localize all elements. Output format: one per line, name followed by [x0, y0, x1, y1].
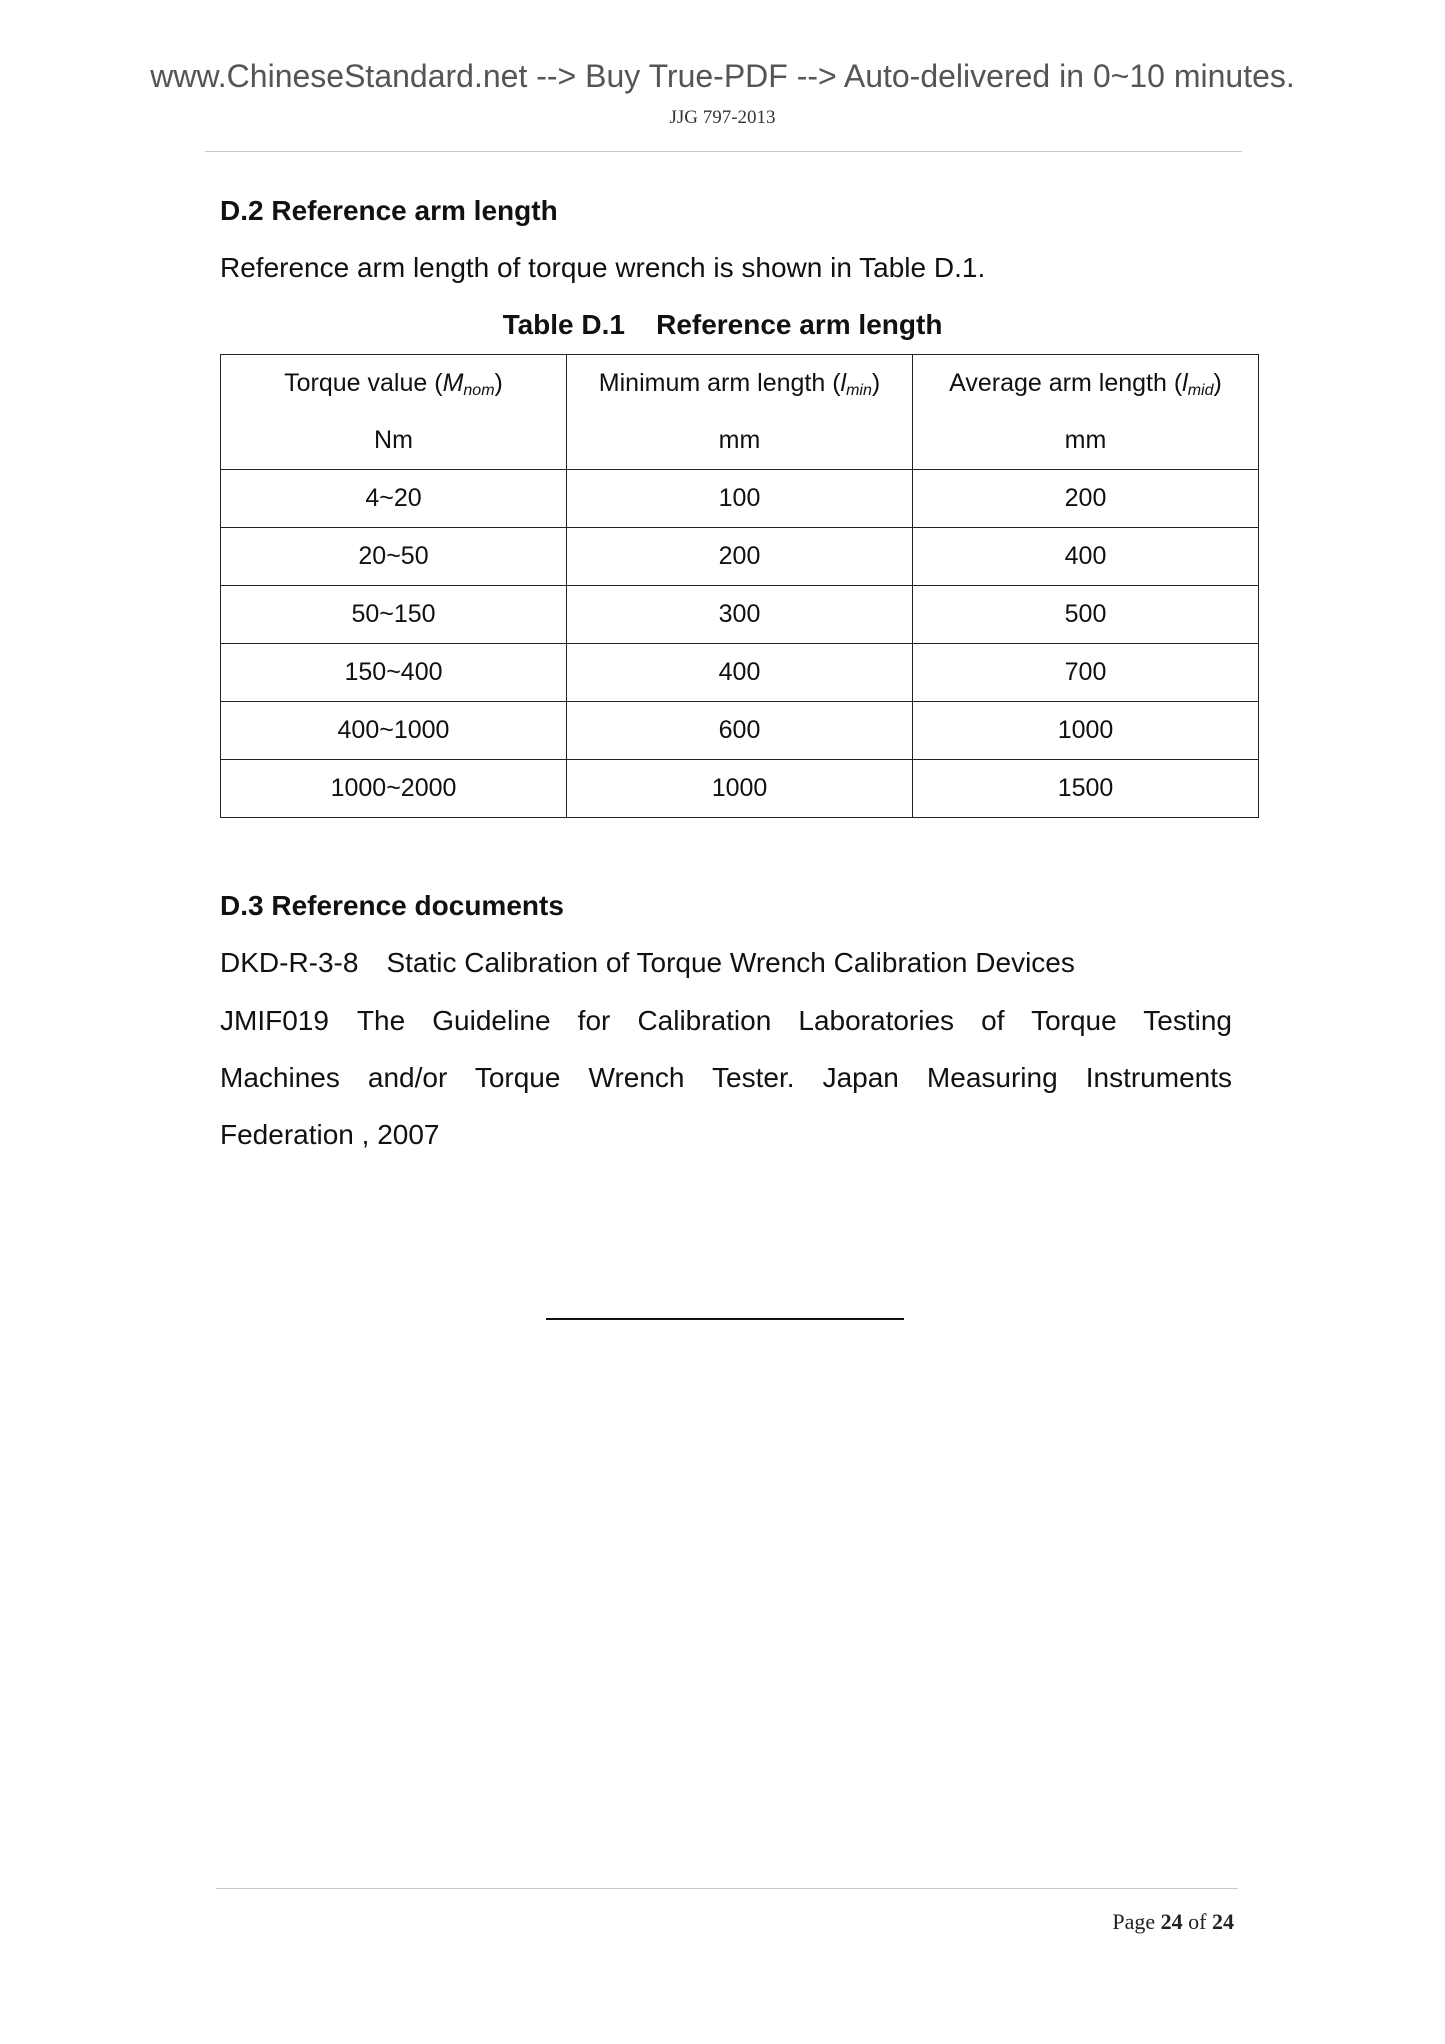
table-cell: 400 — [913, 528, 1259, 586]
table-cell: 600 — [567, 702, 913, 760]
footer-divider — [216, 1888, 1238, 1889]
end-of-document-rule — [546, 1318, 904, 1320]
header-label: Minimum arm length $(l_{min})$ — [598, 369, 881, 399]
table-cell: 4~20 — [221, 470, 567, 528]
table-row — [221, 702, 1259, 760]
table-row — [221, 528, 1259, 586]
table-cell: 400 — [567, 644, 913, 702]
table-cell: 150~400 — [221, 644, 567, 702]
table-cell: 400~1000 — [221, 702, 567, 760]
header-cell-min-length — [567, 355, 913, 470]
section-d2-paragraph: Reference arm length of torque wrench is shown in Table D.1. — [220, 252, 986, 283]
header-unit: mm — [718, 426, 761, 454]
header-cell-avg-length — [913, 355, 1259, 470]
table-cell: 20~50 — [221, 528, 567, 586]
table-row — [221, 470, 1259, 528]
table-row — [221, 644, 1259, 702]
section-d3-title: D.3 Reference documents — [220, 890, 564, 921]
table-cell: 700 — [913, 644, 1259, 702]
reference-dkd: DKD-R-3-8 Static Calibration of Torque Wrench Calibration Devices — [220, 947, 1075, 978]
standard-code: JJG 797-2013 — [669, 107, 776, 128]
table-cell: 200 — [567, 528, 913, 586]
table-row — [221, 760, 1259, 818]
section-d2-title: D.2 Reference arm length — [220, 195, 558, 226]
header-unit: Nm — [374, 426, 413, 454]
reference-jmif-line2: Machines and/or Torque Wrench Tester. Japan Measuring Instruments — [220, 1062, 1232, 1093]
table-cell: 1000 — [567, 760, 913, 818]
header-label: Torque value $(M_{nom})$ — [284, 369, 503, 399]
table-cell: 200 — [913, 470, 1259, 528]
table-cell: 50~150 — [221, 586, 567, 644]
table-row — [221, 586, 1259, 644]
table-cell: 500 — [913, 586, 1259, 644]
reference-jmif-line1: JMIF019 The Guideline for Calibration Laboratories of Torque Testing — [220, 1005, 1232, 1036]
table-cell: 100 — [567, 470, 913, 528]
header-divider — [205, 151, 1242, 152]
page-number: Page 24 of 24 — [1112, 1909, 1234, 1934]
source-banner: www.ChineseStandard.net --> Buy True-PDF --> Auto-delivered in 0~10 minutes. — [150, 58, 1295, 94]
table-caption: Table D.1 Reference arm length — [502, 309, 943, 340]
reference-arm-length-table — [220, 354, 1259, 818]
table-cell: 300 — [567, 586, 913, 644]
table-header-row — [221, 355, 1259, 470]
header-cell-torque — [221, 355, 567, 470]
reference-jmif-line3: Federation , 2007 — [220, 1119, 440, 1150]
table-cell: 1500 — [913, 760, 1259, 818]
table-cell: 1000~2000 — [221, 760, 567, 818]
header-label: Average arm length $(l_{mid})$ — [949, 369, 1222, 399]
table-cell: 1000 — [913, 702, 1259, 760]
header-unit: mm — [1064, 426, 1107, 454]
